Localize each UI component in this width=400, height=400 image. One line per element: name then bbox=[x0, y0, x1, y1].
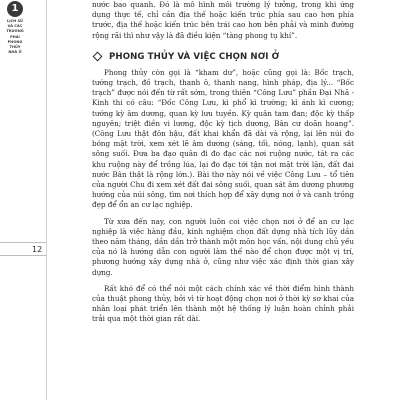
diamond-bullet-icon bbox=[93, 52, 103, 62]
chapter-title-line: PHONG bbox=[7, 39, 23, 44]
chapter-title-line: PHÁI bbox=[10, 34, 20, 39]
chapter-sidebar bbox=[0, 0, 47, 400]
section-heading-text: PHONG THỦY VÀ VIỆC CHỌN NƠI Ở bbox=[109, 51, 280, 62]
section-heading bbox=[92, 52, 354, 62]
body-paragraph: Từ xưa đến nay, con người luôn coi việc chọn nơi ở để an cư lạc nghiệp là việc hàng đầu, kinh nghiệm chọn đất dựng nhà tích lũy dần theo năm tháng, dần dần trở thành một môn học vấn, nội dung chủ yếu của nó là hướng dẫn con người làm thế nào để chọn được một vị trí, phương hướng xây dựng nhà ở, cũng như việc xác định thời gian xây dựng. bbox=[92, 216, 354, 277]
chapter-number-badge: 1 bbox=[7, 1, 23, 17]
body-paragraph: Phong thủy còn gọi là “kham dư”, hoặc cũng gọi là: Bốc trạch, tướng trạch, đồ trạch, thanh ô, thanh nang, hình pháp, địa lý... “Bốc trạch” được nói đến từ rất sớm, trong thiên “Công Lưu” phần Đại Nhã - Kinh thi có câu: “Đốc Công Lưu, kì phổ kì trường; kì ánh kì cương; tướng kỳ âm dương, quan kỳ lưu tuyền. Kỳ quân tam đan; độc kỳ thấp nguyên; triệt điền vi lương, độc kỳ tịch dương, Bân cư doãn hoang”. (Công Lưu thật đôn hậu, đất khai khẩn đã dài và rộng, lại lên núi đo bóng mặt trời, xem xét lẽ âm dương (sáng, tối, nóng, lạnh), quan sát sông suối. Đưa ba đạo quân đi đo đạc các nơi ruộng nước, tát ra các khu ruộng này để trồng lúa, lại đo đạc tới tận nơi mặt trời lặn, đất đai nước Bân thật là rộng lớn.). Bài thơ này nói về việc Công Lưu – tổ tiên của người Chu đi xem xét đất đai sông suối, quan sát âm dương phương hướng của núi sông, tìm nơi thích hợp để xây dựng nơi ở và canh trồng đẹp để ổn an cư lạc nghiệp. bbox=[92, 67, 354, 210]
body-paragraph: Rất khó để có thể nói một cách chính xác về thời điểm hình thành của thuật phong thủy, bởi vì từ hoạt động chọn nơi ở thời kỳ sơ khai của nhân loại phát triển lên thành một hệ thống lý luận hoàn chỉnh phải trải qua một thời gian rất dài. bbox=[92, 283, 354, 324]
page-number: 12 bbox=[0, 242, 46, 256]
intro-paragraph: nước bao quanh. Đó là mô hình môi trường lý tưởng, trong khi ứng dụng thực tế, chỉ cần địa thế hoặc kiến trúc phía sau cao hơn phía trước, địa thế hoặc kiến trúc bên trái cao hơn bên phải và minh đường rộng rãi thì như vậy là đã điều kiện “tàng phong tụ khí”. bbox=[92, 0, 354, 40]
chapter-title-line: TRƯỜNG bbox=[6, 29, 24, 34]
chapter-title-line: THỦY bbox=[9, 45, 21, 50]
chapter-title bbox=[0, 19, 30, 55]
page-body bbox=[92, 0, 354, 325]
chapter-title-line: LỊCH SỬ bbox=[6, 19, 24, 23]
chapter-title-line: VÀ CÁC bbox=[7, 24, 23, 29]
chapter-title-line: NHÀ Ở bbox=[8, 50, 22, 55]
